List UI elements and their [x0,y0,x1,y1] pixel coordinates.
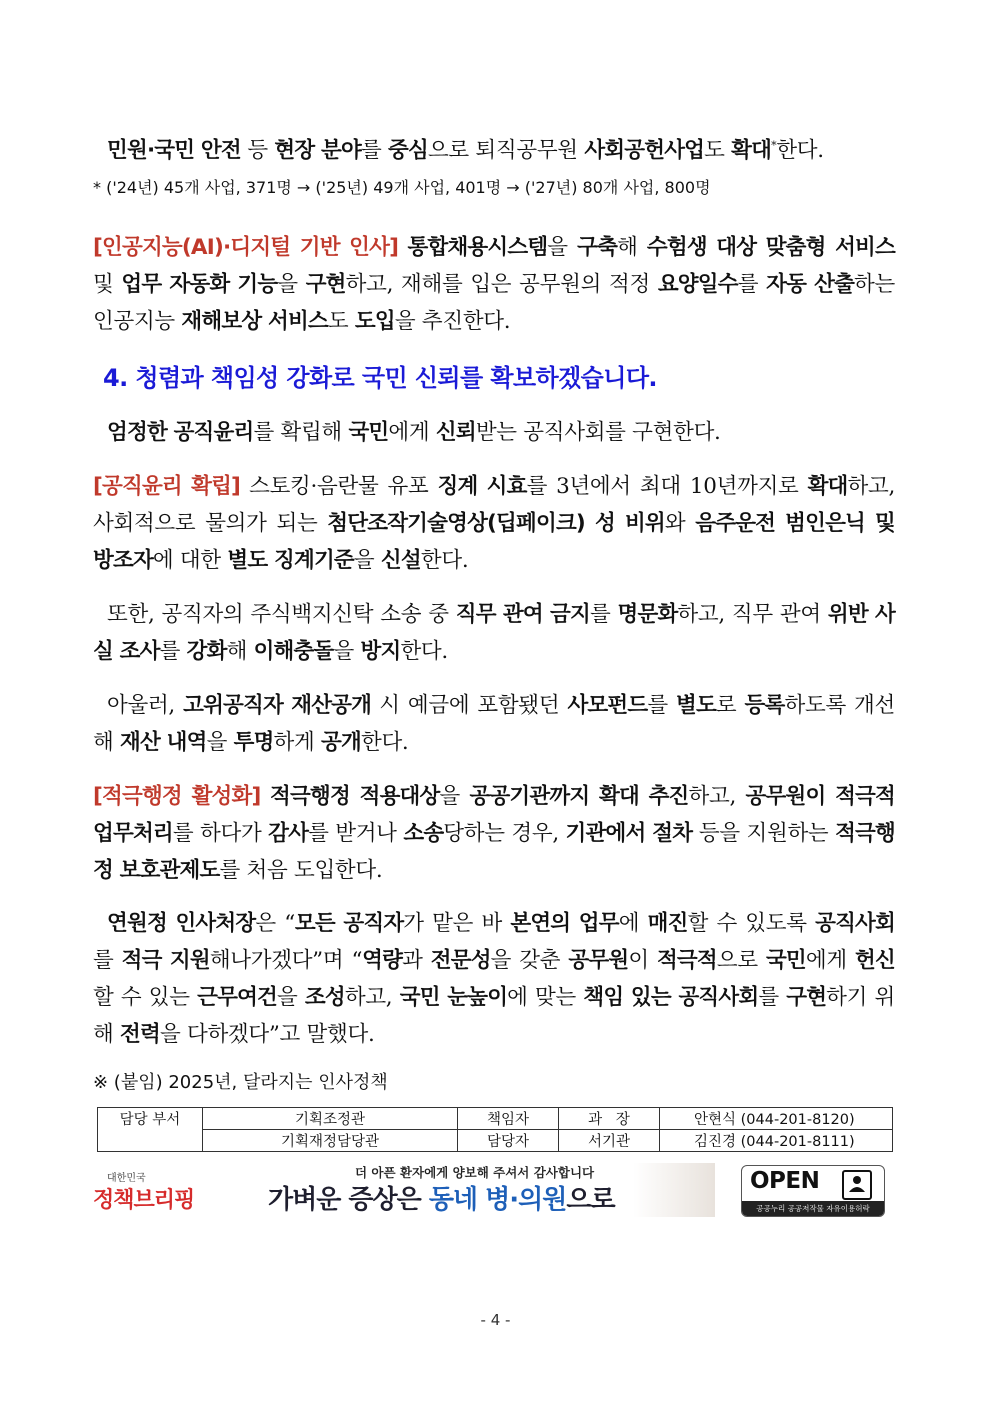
dept-cell: 기획재정담당관 [203,1130,458,1152]
paragraph-minister-quote: 연원정 인사처장은 “모든 공직자가 맡은 바 본연의 업무에 매진할 수 있도록 공직사회를 적극 지원해나가겠다”며 “역량과 전문성을 갖춘 공무원이 적극적으로 국민에게 헌신할 수 있는 근무여건을 조성하고, 국민 눈높이에 맞는 책임 있는 공직사회를 구현하기 위해 전력을 다하겠다”고 말했다. [93,911,895,1047]
attribution-icon [842,1170,872,1200]
contact-row [98,1108,893,1130]
paragraph-stock-trust: 또한, 공직자의 주식백지신탁 소송 중 직무 관여 금지를 명문화하고, 직무 관여 위반 사실 조사를 강화해 이해충돌을 방지한다. [93,602,896,664]
dept-cell: 기획조정관 [203,1108,458,1130]
paragraph-retired-officials: 민원·국민 안전 등 현장 분야를 중심으로 퇴직공무원 사회공헌사업도 확대*한다. [107,138,824,164]
policy-briefing-logo[interactable]: 대한민국 정책브리핑 [93,1173,195,1213]
paragraph-public-ethics-intro: 엄정한 공직윤리를 확립해 국민에게 신뢰받는 공직사회를 구현한다. [107,420,721,445]
paragraph-proactive-admin: [적극행정 활성화] 적극행정 적용대상을 공공기관까지 확대 추진하고, 공무원이 적극적 업무처리를 하다가 감사를 받거나 소송당하는 경우, 기관에서 절차 등을 지원하는 적극행정 보호관제도를 처음 도입한다. [93,784,895,883]
paragraph-ai-hr: [인공지능(AI)·디지털 기반 인사] 통합채용시스템을 구축해 수험생 대상 맞춤형 서비스 및 업무 자동화 기능을 구현하고, 재해를 입은 공무원의 적정 요양일수를 자동 산출하는 인공지능 재해보상 서비스도 도입을 추진한다. [93,235,895,334]
kogl-open-badge[interactable]: OPEN 공공누리 공공저작물 자유이용허락 [741,1165,885,1217]
person-cell: 안현식 (044-201-8120) [660,1108,893,1130]
title-cell: 과 장 [559,1108,660,1130]
role-cell: 담당자 [458,1130,559,1152]
footer-banner [93,1163,895,1217]
footnote-statistics: * ('24년) 45개 사업, 371명 → ('25년) 49개 사업, 401명 → ('27년) 80개 사업, 800명 [93,178,711,197]
title-cell: 서기관 [559,1130,660,1152]
page-number: - 4 - [480,1311,511,1329]
attachment-note: ※ (붙임) 2025년, 달라지는 인사정책 [93,1072,388,1093]
contact-table [97,1107,893,1152]
paragraph-ethics-establishment: [공직윤리 확립] 스토킹·음란물 유포 징계 시효를 3년에서 최대 10년까지로 확대하고, 사회적으로 물의가 되는 첨단조작기술영상(딥페이크) 성 비위와 음주운전 범인은닉 및 방조자에 대한 별도 징계기준을 신설한다. [93,474,895,573]
section-heading-4: 4. 청렴과 책임성 강화로 국민 신뢰를 확보하겠습니다. [103,364,657,392]
paragraph-asset-disclosure: 아울러, 고위공직자 재산공개 시 예금에 포함됐던 사모펀드를 별도로 등록하도록 개선해 재산 내역을 투명하게 공개한다. [93,693,895,755]
contact-row [98,1130,893,1152]
person-cell: 김진경 (044-201-8111) [660,1130,893,1152]
dept-label-cell: 담당 부서 [98,1108,203,1152]
campaign-banner[interactable]: 더 아픈 환자에게 양보해 주셔서 감사합니다 가벼운 증상은 동네 병·의원으로 [260,1163,715,1217]
role-cell: 책임자 [458,1108,559,1130]
